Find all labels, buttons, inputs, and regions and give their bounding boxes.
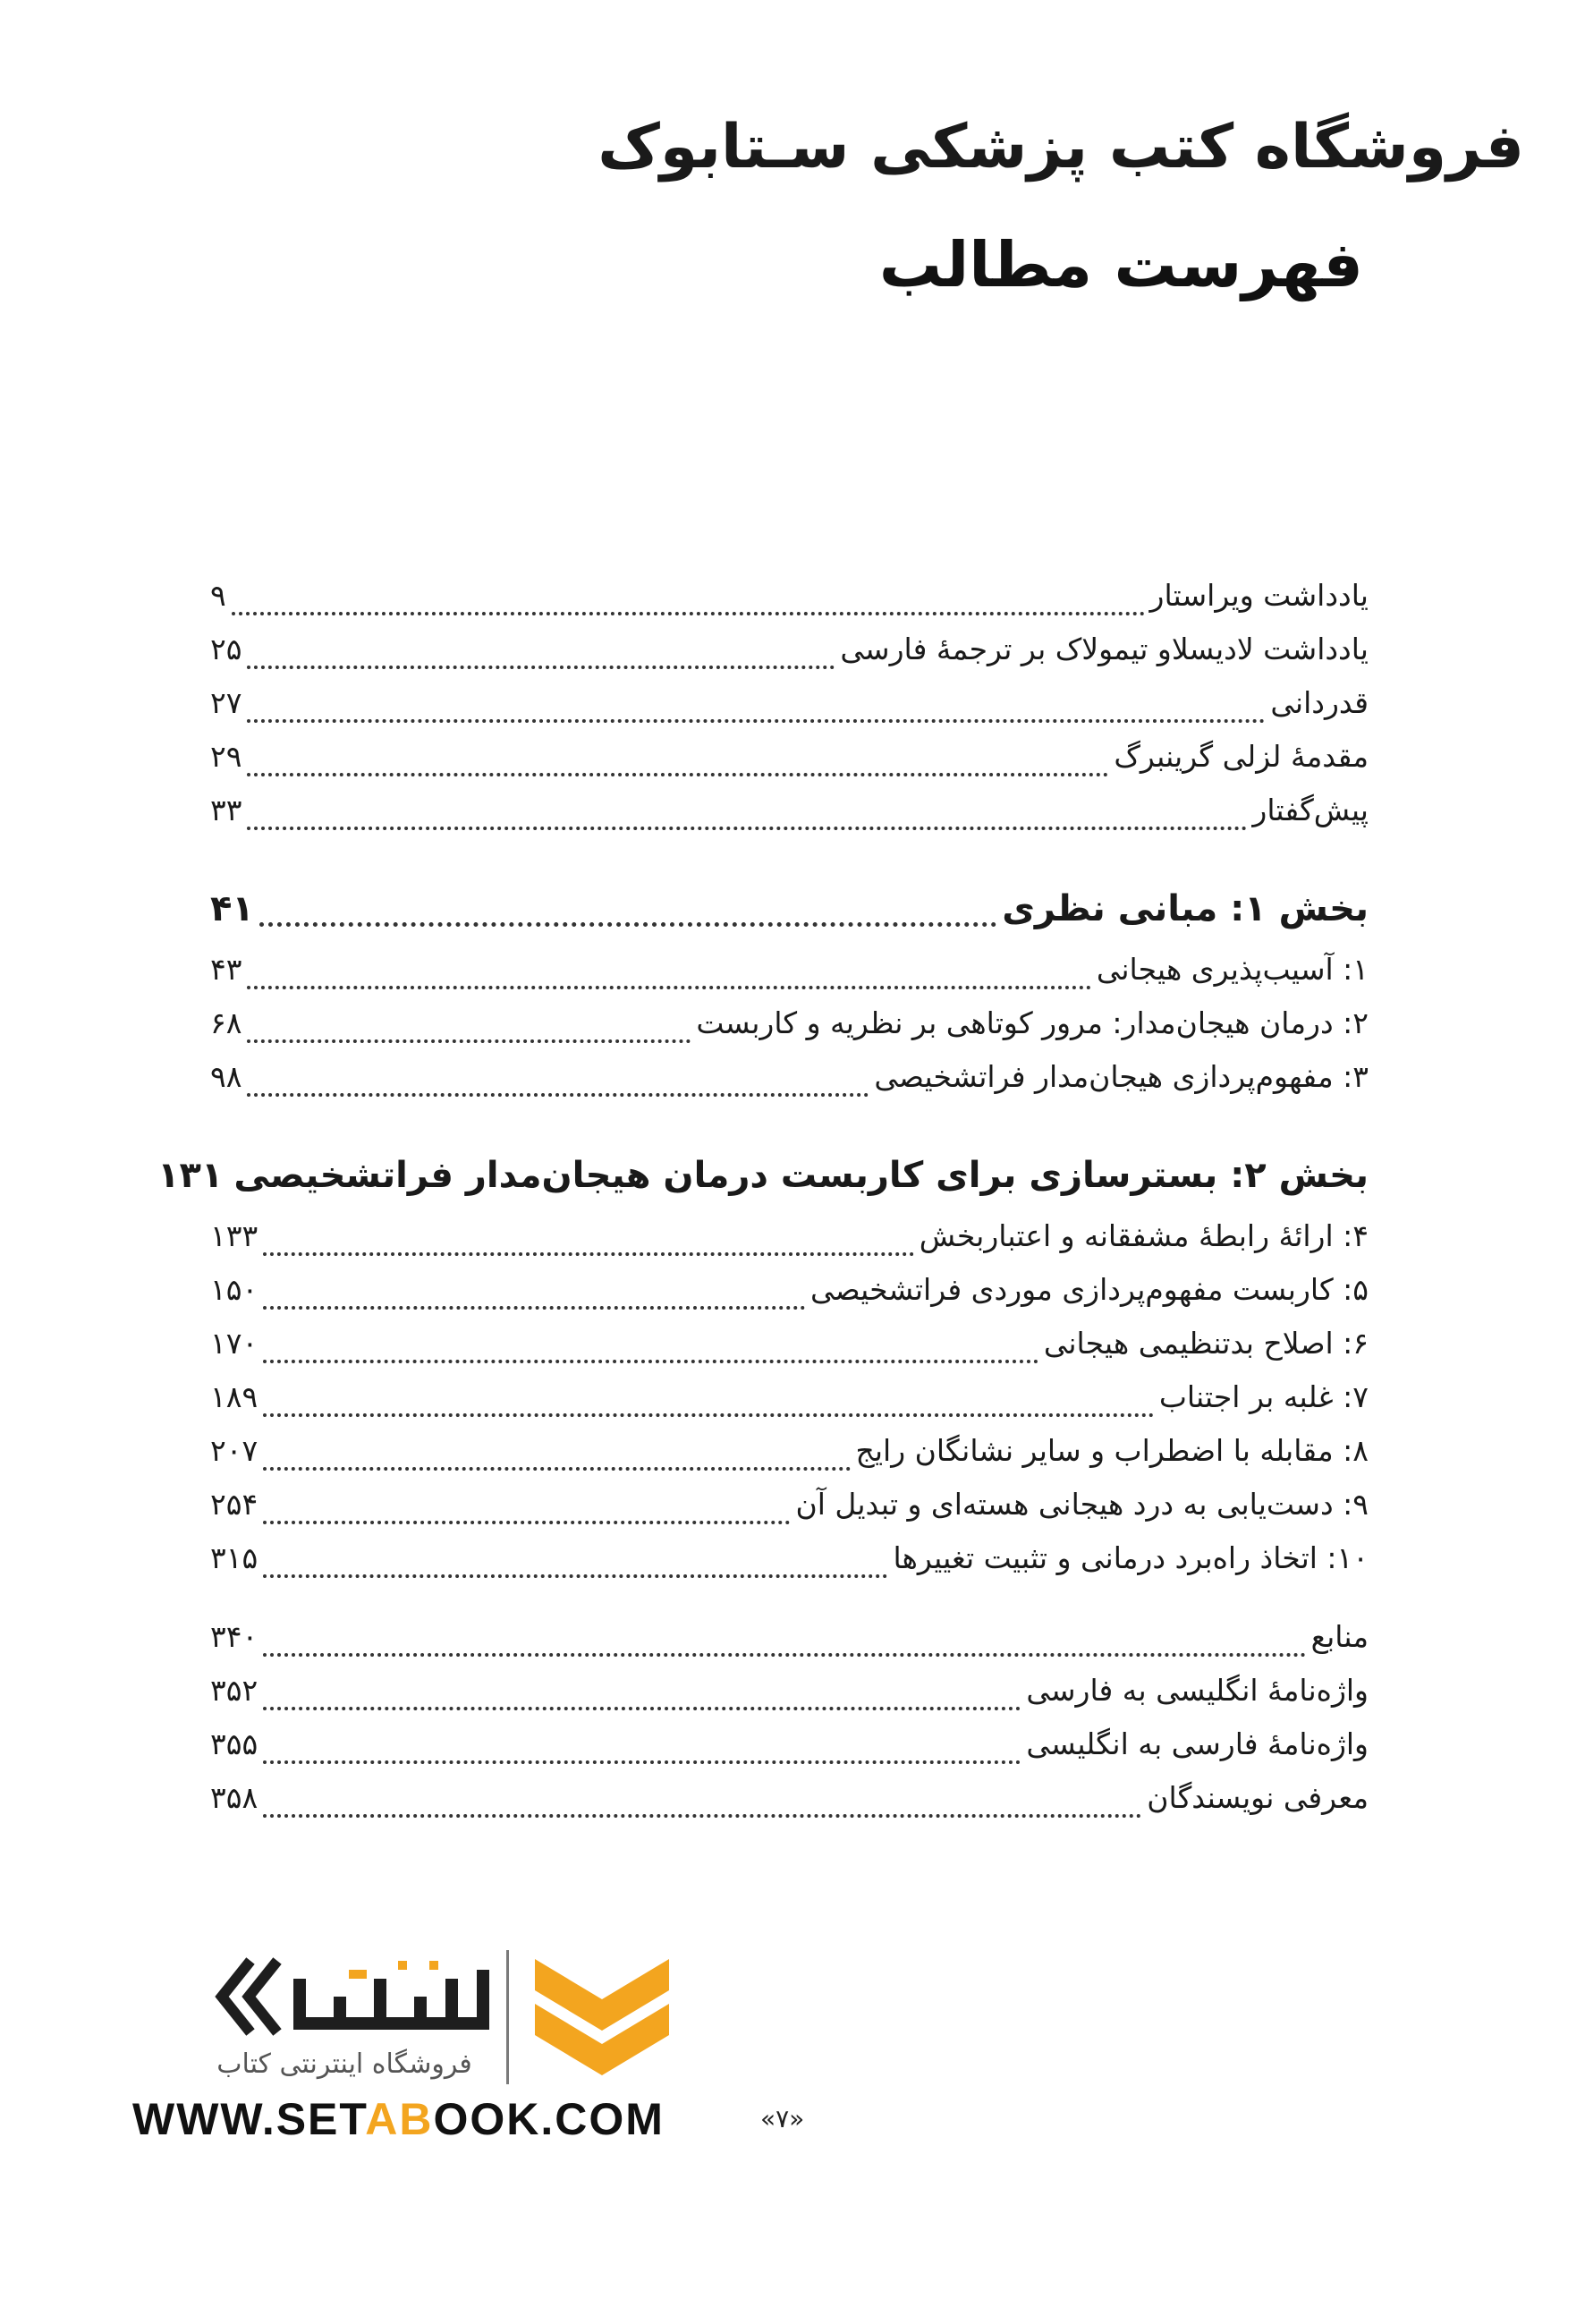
setabook-logo <box>132 1932 669 2111</box>
dot-leader <box>263 1252 914 1256</box>
toc-entry-page: ۹۸ <box>210 1059 242 1094</box>
dot-leader <box>263 1574 887 1578</box>
toc-entry-page: ۲۵۴ <box>210 1487 259 1522</box>
toc-entry-page: ۲۹ <box>210 739 242 774</box>
toc-entry-page: ۹ <box>210 578 226 613</box>
toc-entry-page: ۱۷۰ <box>210 1326 259 1361</box>
toc-entry-label: ۵: کاربست مفهوم‌پردازی موردی فراتشخیصی <box>810 1272 1369 1307</box>
toc-entry[interactable] <box>210 1218 1369 1272</box>
toc-entry-page: ۳۳ <box>210 793 242 827</box>
dot-leader <box>247 773 1108 776</box>
setabook-wordmark-icon <box>215 1943 510 2050</box>
toc-entry-label: ۷: غلبه بر اجتناب <box>1158 1379 1369 1414</box>
dot-leader <box>263 1360 1038 1363</box>
toc-entry[interactable] <box>210 632 1369 685</box>
logo-divider <box>506 1950 509 2084</box>
toc-entry-label: یادداشت لادیسلاو تیمولاک بر ترجمهٔ فارسی <box>840 632 1369 666</box>
toc-entry-page: ۳۵۵ <box>210 1726 259 1761</box>
toc-entry-page: ۳۵۲ <box>210 1673 259 1708</box>
toc-entry[interactable] <box>210 1673 1369 1726</box>
site-url-prefix: WWW.SET <box>132 2094 366 2144</box>
dot-leader <box>263 1653 1305 1657</box>
dot-leader <box>263 1814 1141 1818</box>
toc-entry[interactable] <box>210 578 1369 632</box>
toc-entry[interactable] <box>210 1780 1369 1834</box>
dot-leader <box>247 1093 869 1097</box>
toc-entry-page: ۳۱۵ <box>210 1540 259 1575</box>
toc-entry-label: پیش‌گفتار <box>1252 793 1369 827</box>
dot-leader <box>247 1039 691 1043</box>
toc-entry-label: ۸: مقابله با اضطراب و سایر نشانگان رایج <box>855 1433 1369 1468</box>
toc-entry[interactable] <box>210 1059 1369 1113</box>
toc-entry[interactable] <box>210 1619 1369 1673</box>
toc-part-label: بخش ۲: بسترسازی برای کاربست درمان هیجان‌مدار فراتشخیصی <box>233 1155 1369 1196</box>
toc-part-heading[interactable] <box>157 1132 1369 1218</box>
toc-entry[interactable] <box>210 739 1369 793</box>
table-of-contents <box>157 578 1369 1834</box>
dot-leader <box>263 1306 805 1310</box>
toc-entry[interactable] <box>210 952 1369 1005</box>
toc-entry[interactable] <box>210 685 1369 739</box>
toc-entry-page: ۲۰۷ <box>210 1433 259 1468</box>
dot-leader <box>247 719 1265 723</box>
book-chevron-emblem-icon <box>526 1941 678 2093</box>
site-url-highlight: AB <box>365 2094 434 2144</box>
dot-leader <box>263 1760 1021 1764</box>
site-url-suffix: OOK.COM <box>433 2094 665 2144</box>
dot-leader <box>263 1707 1021 1710</box>
toc-entry[interactable] <box>210 1726 1369 1780</box>
toc-entry[interactable] <box>210 1272 1369 1326</box>
toc-entry-page: ۲۵ <box>210 632 242 666</box>
toc-entry-page: ۶۸ <box>210 1005 242 1040</box>
toc-entry-page: ۳۵۸ <box>210 1780 259 1815</box>
toc-entry-label: معرفی نویسندگان <box>1147 1780 1369 1815</box>
toc-entry[interactable] <box>210 1005 1369 1059</box>
toc-entry-page: ۱۳۳ <box>210 1218 259 1253</box>
toc-entry[interactable] <box>210 793 1369 846</box>
store-title: فروشگاه کتب پزشکی سـتابوک <box>598 112 1524 182</box>
dot-leader <box>247 666 835 669</box>
dot-leader <box>263 1521 790 1524</box>
dot-leader <box>247 827 1247 830</box>
logo-subtitle: فروشگاه اینترنتی کتاب <box>216 2048 472 2080</box>
toc-entry-page: ۴۳ <box>210 952 242 987</box>
toc-entry-page: ۱۸۹ <box>210 1379 259 1414</box>
toc-entry[interactable] <box>210 1379 1369 1433</box>
toc-entry-label: ۶: اصلاح بدتنظیمی هیجانی <box>1043 1326 1369 1361</box>
dot-leader <box>247 986 1090 989</box>
toc-entry-page: ۳۴۰ <box>210 1619 259 1654</box>
dot-leader <box>232 612 1145 615</box>
toc-entry-label: ۲: درمان هیجان‌مدار: مرور کوتاهی بر نظریه و کاربست <box>696 1005 1369 1040</box>
toc-entry[interactable] <box>210 1326 1369 1379</box>
toc-entry[interactable] <box>210 1487 1369 1540</box>
toc-entry-label: واژه‌نامهٔ فارسی به انگلیسی <box>1026 1726 1369 1761</box>
dot-leader <box>263 1467 850 1471</box>
toc-entry[interactable] <box>210 1433 1369 1487</box>
toc-entry[interactable] <box>210 1540 1369 1594</box>
toc-part-label: بخش ۱: مبانی نظری <box>1002 888 1369 929</box>
toc-entry-label: قدردانی <box>1270 685 1369 720</box>
toc-part-page: ۱۳۱ <box>157 1155 224 1196</box>
page-number: «۷» <box>760 2104 805 2133</box>
toc-entry-label: ۱: آسیب‌پذیری هیجانی <box>1096 952 1369 987</box>
toc-entry-label: منابع <box>1310 1619 1369 1654</box>
page-title: فهرست مطالب <box>878 228 1363 301</box>
toc-entry-label: ۹: دست‌یابی به درد هیجانی هسته‌ای و تبدیل آن <box>795 1487 1369 1522</box>
toc-entry-label: ۴: ارائهٔ رابطهٔ مشفقانه و اعتباربخش <box>919 1218 1369 1253</box>
toc-entry-label: ۱۰: اتخاذ راه‌برد درمانی و تثبیت تغییرها <box>893 1540 1369 1575</box>
dot-leader <box>263 1413 1154 1417</box>
toc-part-heading[interactable] <box>210 866 1369 952</box>
toc-entry-label: ۳: مفهوم‌پردازی هیجان‌مدار فراتشخیصی <box>874 1059 1369 1094</box>
toc-entry-label: یادداشت ویراستار <box>1149 578 1369 613</box>
dot-leader <box>259 922 996 927</box>
toc-part-page: ۴۱ <box>210 888 254 929</box>
site-url[interactable] <box>132 2093 665 2145</box>
toc-entry-label: مقدمهٔ لزلی گرینبرگ <box>1114 739 1369 774</box>
toc-entry-label: واژه‌نامهٔ انگلیسی به فارسی <box>1026 1673 1369 1708</box>
toc-entry-page: ۲۷ <box>210 685 242 720</box>
toc-entry-page: ۱۵۰ <box>210 1272 259 1307</box>
